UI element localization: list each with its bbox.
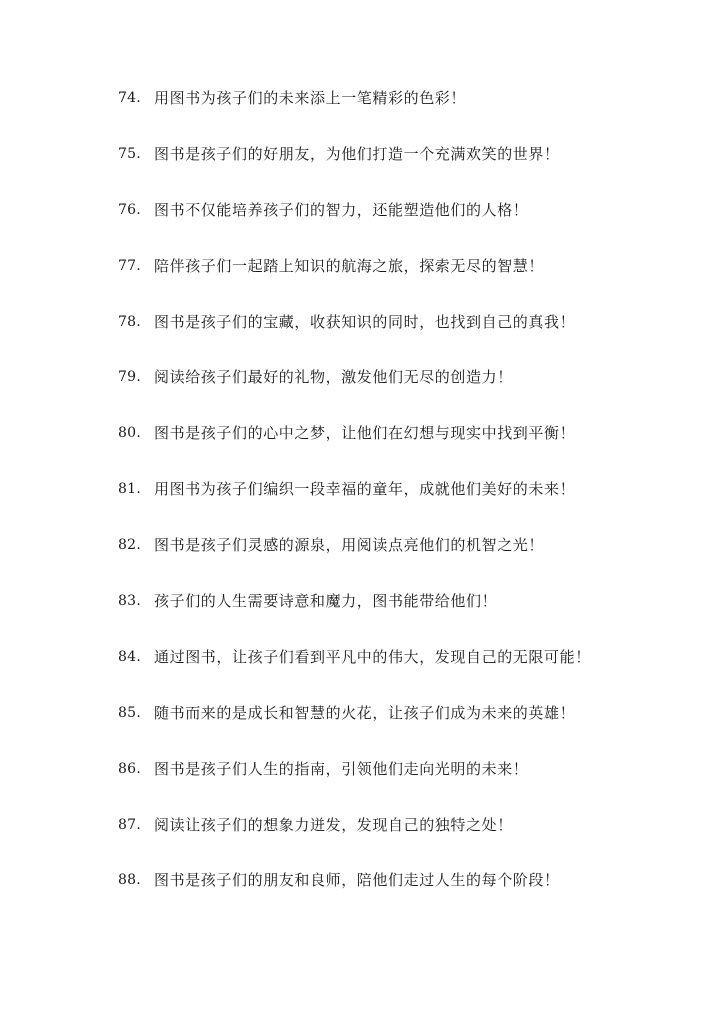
list-item	[118, 866, 678, 922]
list-item	[118, 363, 678, 419]
item-text: 图书是孩子们的心中之梦，让他们在幻想与现实中找到平衡！	[154, 424, 576, 443]
item-text: 图书是孩子们人生的指南，引领他们走向光明的未来！	[154, 759, 529, 778]
list-item	[118, 811, 678, 867]
item-number: 76.	[118, 201, 141, 218]
item-number: 81.	[118, 481, 141, 498]
list-item	[118, 643, 678, 699]
item-number: 86.	[118, 760, 141, 777]
list-item	[118, 196, 678, 252]
list-item	[118, 755, 678, 811]
item-text: 图书是孩子们的宝藏，收获知识的同时，也找到自己的真我！	[154, 312, 576, 331]
item-number: 79.	[118, 369, 141, 386]
list-item	[118, 419, 678, 475]
item-number: 77.	[118, 257, 141, 274]
item-number: 83.	[118, 593, 141, 610]
item-number: 78.	[118, 313, 141, 330]
item-text: 孩子们的人生需要诗意和魔力，图书能带给他们！	[154, 592, 498, 611]
item-text: 图书不仅能培养孩子们的智力，还能塑造他们的人格！	[154, 200, 529, 219]
item-text: 通过图书，让孩子们看到平凡中的伟大，发现自己的无限可能！	[154, 647, 591, 666]
list-item	[118, 587, 678, 643]
list-item	[118, 140, 678, 196]
item-text: 阅读给孩子们最好的礼物，激发他们无尽的创造力！	[154, 368, 513, 387]
item-text: 陪伴孩子们一起踏上知识的航海之旅，探索无尽的智慧！	[154, 256, 545, 275]
item-text: 用图书为孩子们的未来添上一笔精彩的色彩！	[154, 89, 467, 107]
item-number: 88.	[118, 872, 141, 889]
list-item	[118, 308, 678, 364]
item-text: 阅读让孩子们的想象力迸发，发现自己的独特之处！	[154, 815, 513, 834]
list-item	[118, 475, 678, 531]
item-text: 图书是孩子们灵感的源泉，用阅读点亮他们的机智之光！	[154, 536, 545, 555]
item-number: 74.	[118, 90, 141, 106]
item-number: 85.	[118, 704, 141, 721]
item-text: 随书而来的是成长和智慧的火花，让孩子们成为未来的英雄！	[154, 703, 576, 722]
item-text: 用图书为孩子们编织一段幸福的童年，成就他们美好的未来！	[154, 480, 576, 499]
item-number: 87.	[118, 816, 141, 833]
item-number: 80.	[118, 425, 141, 442]
list-item	[118, 531, 678, 587]
slogan-list	[118, 84, 678, 922]
list-item	[118, 252, 678, 308]
list-item	[118, 84, 678, 140]
item-number: 82.	[118, 537, 141, 554]
item-text: 图书是孩子们的朋友和良师，陪他们走过人生的每个阶段！	[154, 871, 560, 890]
item-number: 75.	[118, 145, 141, 162]
item-text: 图书是孩子们的好朋友，为他们打造一个充满欢笑的世界！	[154, 144, 560, 163]
item-number: 84.	[118, 648, 141, 665]
list-item	[118, 699, 678, 755]
